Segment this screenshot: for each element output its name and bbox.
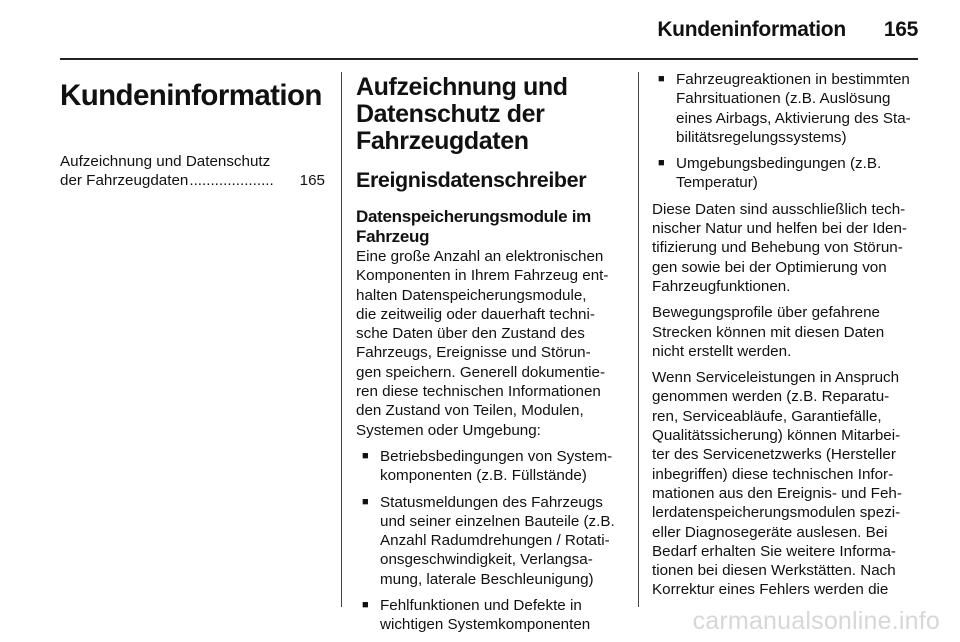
- text-line: ter des Servicenetzwerks (Hersteller: [652, 446, 896, 464]
- body-paragraph: [652, 200, 920, 296]
- table-of-contents: [60, 152, 325, 191]
- list-item: [356, 596, 622, 635]
- text-line: halten Datenspeicherungsmodule,: [356, 286, 587, 304]
- column-1: [60, 74, 325, 191]
- list-item-text: [380, 447, 622, 486]
- list-item: [652, 70, 920, 147]
- text-line: wichtigen Systemkomponenten: [380, 616, 591, 634]
- list-item-text: [676, 154, 920, 193]
- bullet-square-icon: ■: [362, 599, 369, 612]
- text-line: nicht erstellt werden.: [652, 342, 792, 360]
- text-line: Komponenten in Ihrem Fahrzeug ent-: [356, 267, 609, 285]
- section-title-line: Aufzeichnung und: [356, 73, 568, 101]
- bullet-list: [652, 70, 920, 193]
- column-3: [652, 70, 920, 607]
- text-line: Bewegungsprofile über gefahrene: [652, 304, 880, 322]
- intro-paragraph: [356, 247, 622, 440]
- text-line: mung, laterale Beschleunigung): [380, 570, 594, 588]
- text-line: Wenn Serviceleistungen in Anspruch: [652, 369, 900, 387]
- column-divider-2: [638, 72, 639, 607]
- bullet-square-icon: ■: [362, 495, 369, 508]
- text-line: Anzahl Radumdrehungen / Rotati-: [380, 532, 610, 550]
- text-line: den Zustand von Teilen, Modulen,: [356, 402, 584, 420]
- text-line: tionen bei diesen Werkstätten. Nach: [652, 562, 896, 580]
- text-line: Korrektur eines Fehlers werden die: [652, 581, 889, 599]
- text-line: Fahrzeugfunktionen.: [652, 277, 791, 295]
- text-line: Eine große Anzahl an elektronischen: [356, 248, 604, 265]
- text-line: genommen werden (z.B. Reparatu-: [652, 388, 890, 406]
- text-line: lerdatenspeicherungsmodulen spezi-: [652, 504, 901, 522]
- text-line: nischer Natur und helfen bei der Iden-: [652, 220, 907, 238]
- text-line: Umgebungsbedingungen (z.B.: [676, 155, 882, 173]
- column-divider-1: [341, 72, 342, 607]
- subsection-title: Ereignisdatenschreiber: [356, 168, 587, 192]
- toc-leader-dots: ....................: [189, 172, 274, 190]
- body-paragraph: [652, 368, 920, 600]
- text-line: gen speichern. Generell dokumentie-: [356, 363, 606, 381]
- page-number: 165: [883, 18, 918, 41]
- subsubsection-title-line: Fahrzeug: [356, 227, 430, 246]
- section-title: [356, 74, 622, 155]
- text-line: Systemen oder Umgebung:: [356, 421, 541, 439]
- text-line: Temperatur): [676, 174, 758, 192]
- text-line: und seiner einzelnen Bauteile (z.B.: [380, 512, 615, 530]
- subsubsection-title: [356, 207, 622, 247]
- text-line: Fahrsituationen (z.B. Auslösung: [676, 90, 891, 108]
- column-2: [356, 74, 622, 642]
- text-line: Diese Daten sind ausschließlich tech-: [652, 200, 906, 218]
- text-line: komponenten (z.B. Füllstände): [380, 467, 587, 485]
- list-item-text: [380, 493, 622, 589]
- text-line: die zeitweilig oder dauerhaft techni-: [356, 305, 595, 323]
- text-line: Statusmeldungen des Fahrzeugs: [380, 493, 603, 511]
- text-line: Fahrzeugreaktionen in bestimmten: [676, 71, 910, 88]
- text-line: eines Airbags, Aktivierung des Sta-: [676, 109, 911, 127]
- text-line: tifizierung und Behebung von Störun-: [652, 239, 903, 257]
- list-item: [652, 154, 920, 193]
- text-line: Betriebsbedingungen von System-: [380, 447, 613, 465]
- bullet-square-icon: ■: [658, 73, 665, 85]
- chapter-title: Kundeninformation: [60, 79, 322, 112]
- list-item-text: [380, 596, 622, 635]
- text-line: ren diese technischen Informationen: [356, 383, 601, 401]
- section-title-line: Fahrzeugdaten: [356, 127, 529, 155]
- bullet-square-icon: ■: [658, 157, 665, 170]
- header-rule: [60, 58, 918, 60]
- text-line: sche Daten über den Zustand des: [356, 325, 585, 343]
- text-line: inbegriffen) diese technischen Infor-: [652, 465, 894, 483]
- running-header: [657, 18, 918, 42]
- text-line: Qualitätssicherung) können Mitarbei-: [652, 427, 901, 445]
- bullet-list: [356, 447, 622, 635]
- text-line: Fehlfunktionen und Defekte in: [380, 597, 582, 615]
- toc-entry-line1[interactable]: Aufzeichnung und Datenschutz: [60, 153, 271, 170]
- section-title-line: Datenschutz der: [356, 100, 545, 128]
- subsubsection-title-line: Datenspeicherungsmodule im: [356, 207, 591, 226]
- list-item: [356, 447, 622, 486]
- running-header-title: Kundeninformation: [657, 18, 846, 41]
- toc-entry-text: der Fahrzeugdaten: [60, 172, 189, 190]
- list-item-text: [676, 70, 920, 147]
- text-line: ren, Serviceabläufe, Garantiefälle,: [652, 407, 882, 425]
- text-line: onsgeschwindigkeit, Verlangsa-: [380, 551, 593, 569]
- bullet-square-icon: ■: [362, 449, 369, 462]
- paragraphs: [652, 200, 920, 600]
- text-line: bilitätsregelungssystems): [676, 128, 847, 146]
- watermark: carmanualsonline.info: [692, 607, 940, 635]
- text-line: mationen aus den Ereignis- und Feh-: [652, 484, 902, 502]
- text-line: Fahrzeugs, Ereignisse und Störun-: [356, 344, 591, 362]
- list-item: [356, 493, 622, 589]
- text-line: Bedarf erhalten Sie weitere Informa-: [652, 542, 896, 560]
- text-line: eller Diagnosegeräte auslesen. Bei: [652, 523, 888, 541]
- text-line: gen sowie bei der Optimierung von: [652, 258, 887, 276]
- toc-entry-page: 165: [299, 172, 325, 190]
- toc-entry-line2[interactable]: [60, 171, 325, 190]
- body-paragraph: [652, 303, 920, 361]
- text-line: Strecken können mit diesen Daten: [652, 323, 885, 341]
